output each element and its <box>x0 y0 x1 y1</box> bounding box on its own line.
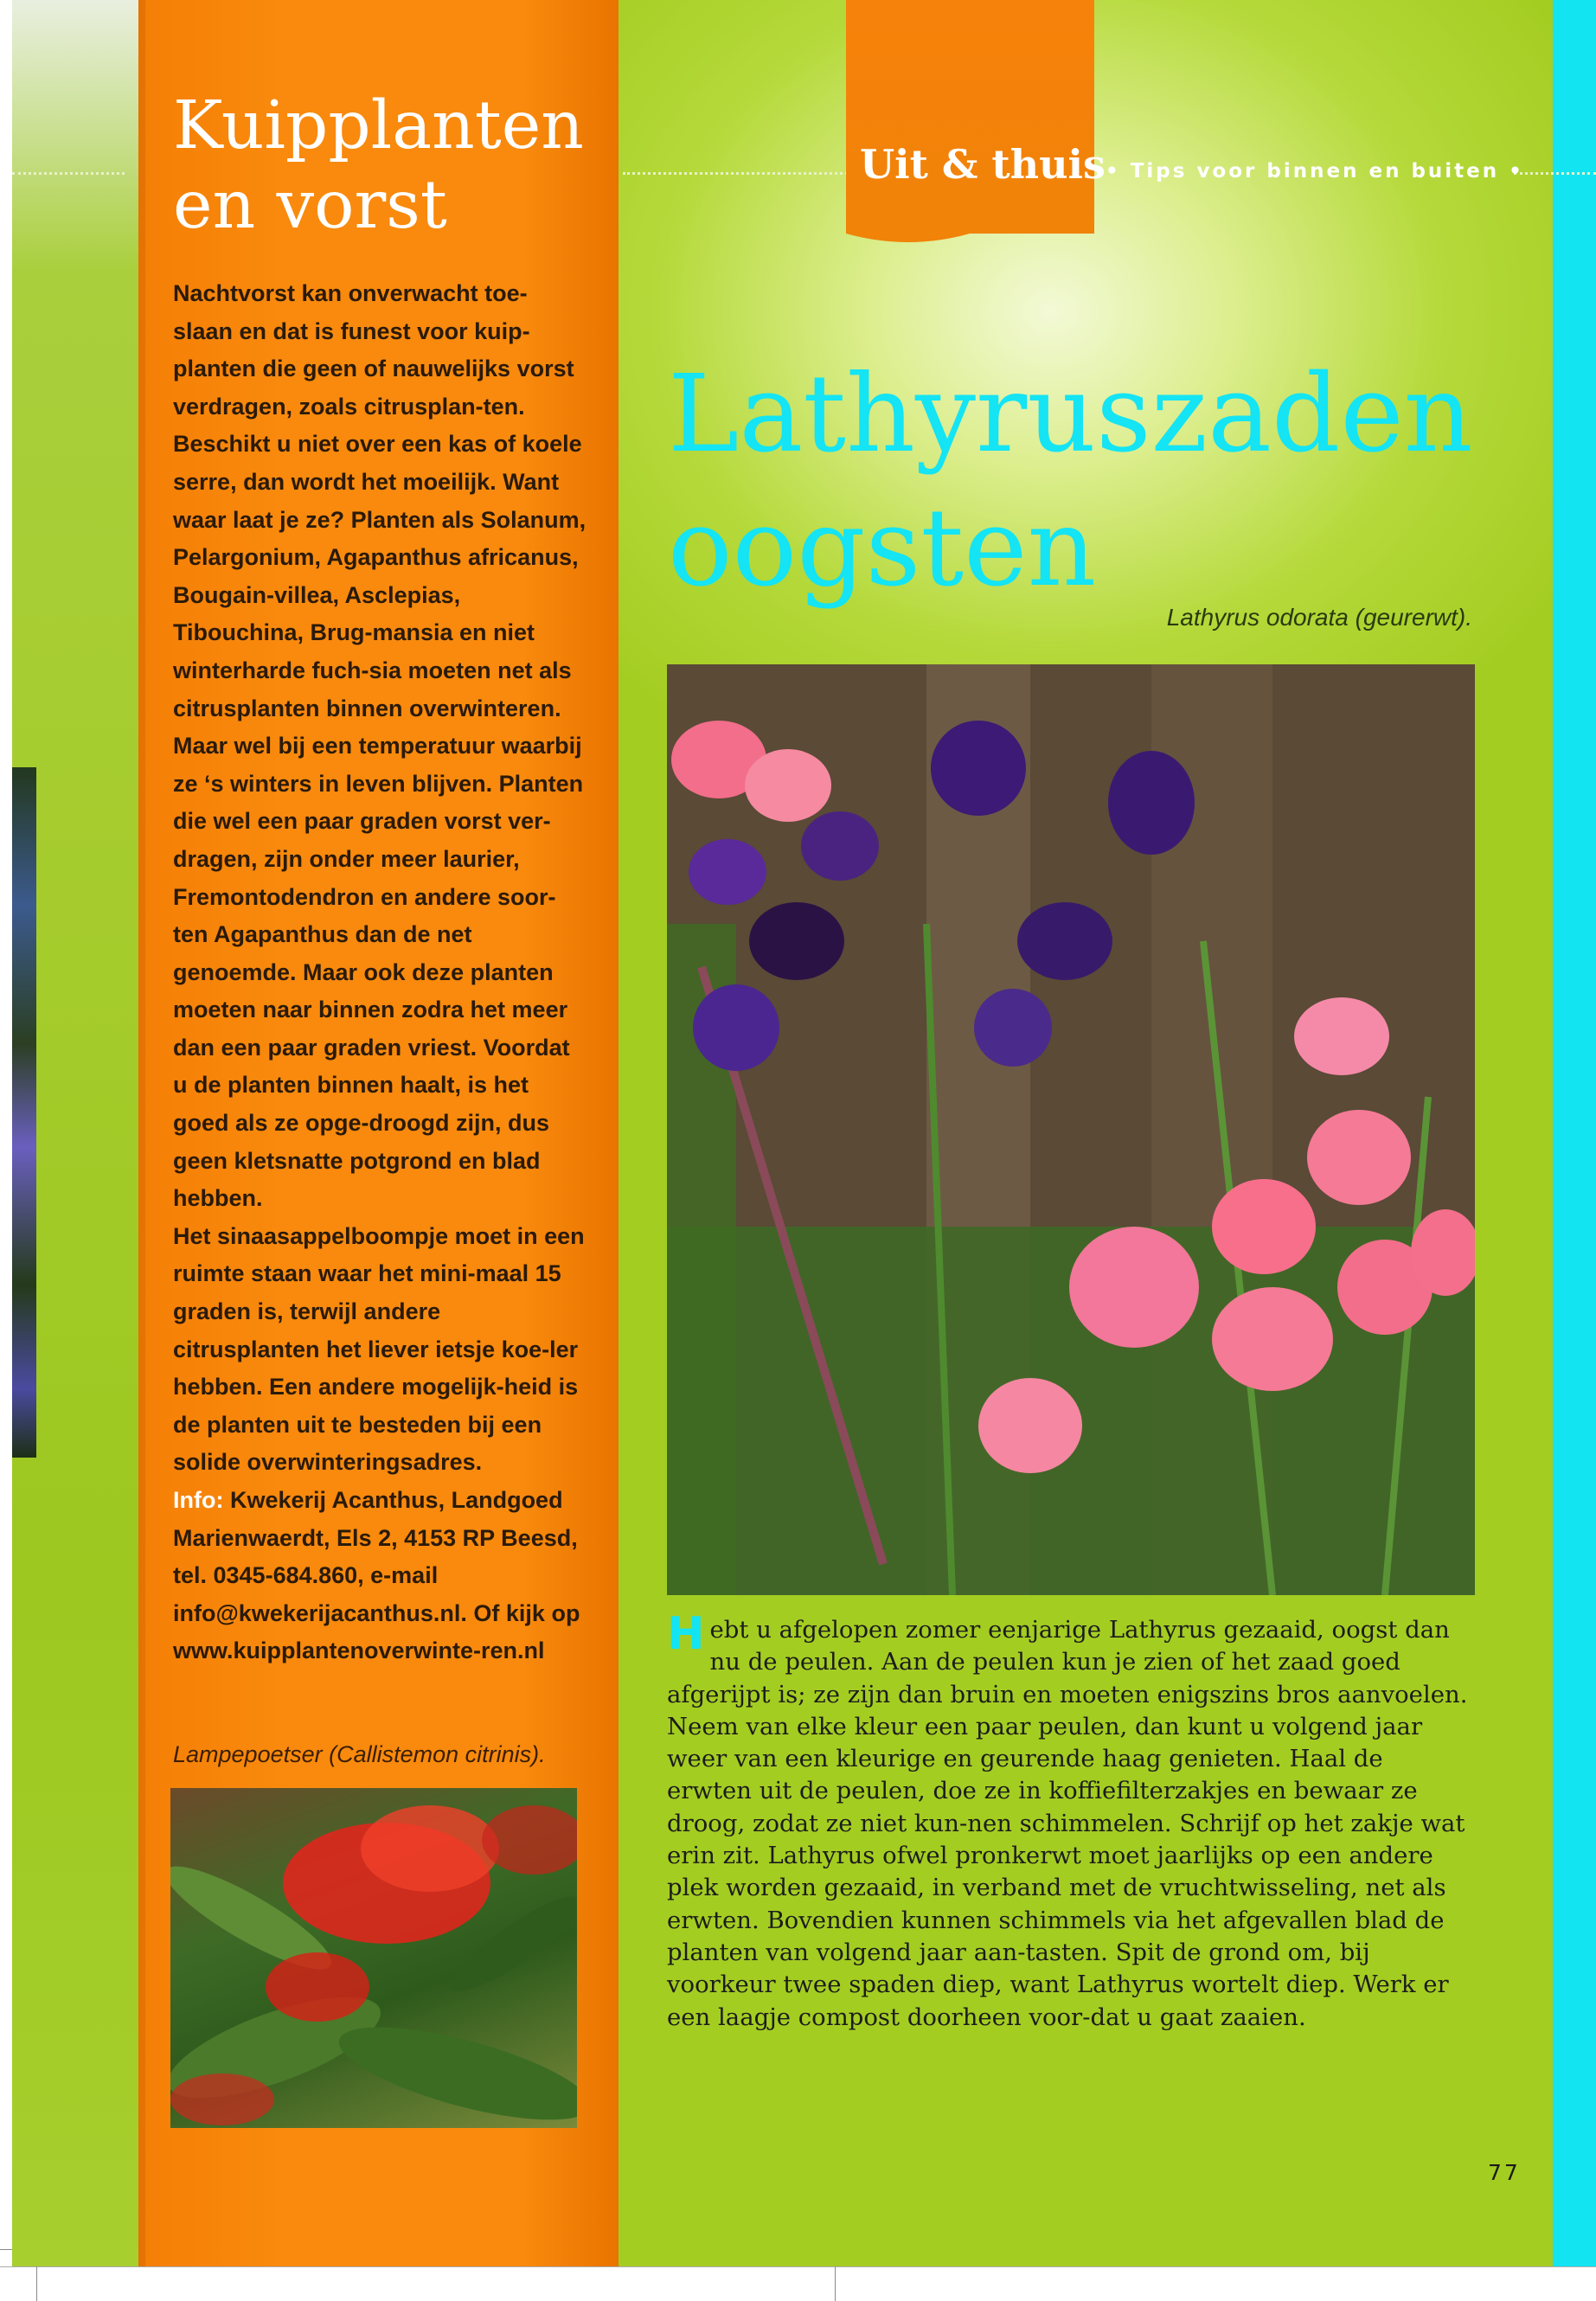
page-number: 77 <box>1488 2160 1521 2185</box>
dotted-rule <box>623 172 848 175</box>
section-tab <box>846 0 1094 234</box>
crop-mark <box>835 2266 836 2301</box>
drop-cap: H <box>667 1608 705 1660</box>
tab-wave <box>846 216 1094 251</box>
section-label: Uit & thuis <box>860 141 1106 188</box>
sidebar-paragraph: Het sinaasappelboompje moet in een ruimte staan waar het mini-maal 15 graden is, terwijl andere citrusplanten het liever ietsje koe-ler hebben. Een andere mogelijk-heid is de planten uit te besteden bij een solide overwinteringsadres. <box>173 1222 585 1476</box>
info-text: Kwekerij Acanthus, Landgoed Marienwaerdt, Els 2, 4153 RP Beesd, tel. 0345-684.860, e-mail info@kwekerijacanthus.nl. Of kijk op www.kuipplantenoverwinte-ren.nl <box>173 1487 580 1664</box>
page-bottom-margin <box>0 2266 1596 2301</box>
dotted-rule <box>1514 172 1596 175</box>
lathyrus-photo <box>667 664 1475 1595</box>
sidebar-paragraph: Nachtvorst kan onverwacht toe-slaan en dat is funest voor kuip-planten die geen of nauwelijks vorst verdragen, zoals citrusplan-ten. Beschikt u niet over een kas of koele serre, dan wordt het moeilijk. Want waar laat je ze? Planten als Solanum, Pelargonium, Agapanthus africanus, Bougain-villea, Asclepias, Tibouchina, Brug-mansia en niet winterharde fuch-sia moeten net als citrusplanten binnen overwinteren. Maar wel bij een temperatuur waarbij ze ‘s winters in leven blijven. Planten die wel een paar graden vorst ver-dragen, zijn onder meer laurier, Fremontodendron en andere soor-ten Agapanthus dan de net genoemde. Maar ook deze planten moeten naar binnen zodra het meer dan een paar graden vriest. Voordat u de planten binnen haalt, is het goed als ze opge-droogd zijn, dus geen kletsnatte potgrond en blad hebben. <box>173 280 586 1212</box>
article-title: Lathyruszaden oogsten <box>668 352 1473 611</box>
callistemon-photo <box>170 1788 577 2128</box>
article-body <box>667 1608 1475 2034</box>
crop-mark <box>0 2249 12 2250</box>
sidebar-photo-caption: Lampepoetser (Callistemon citrinis). <box>173 1741 546 1767</box>
right-cyan-strip <box>1553 0 1596 2266</box>
section-subtitle: • Tips voor binnen en buiten • <box>1106 160 1524 183</box>
sidebar-body <box>173 275 586 1670</box>
article-body-text: ebt u afgelopen zomer eenjarige Lathyrus gezaaid, oogst dan nu de peulen. Aan de peulen kun je zien of het zaad goed afgerijpt is; ze zijn dan bruin en moeten enigszins bros aanvoelen. Neem van elke kleur een paar peulen, dan kunt u volgend jaar weer van een kleurige en geurende haag genieten. Haal de erwten uit de peulen, doe ze in koffiefilterzakjes en bewaar ze droog, zodat ze niet kun-nen schimmelen. Schrijf op het zakje wat erin zit. Lathyrus ofwel pronkerwt moet jaarlijks op een andere plek worden gezaaid, in verband met de vruchtwisseling, net als erwten. Bovendien kunnen schimmels via het afgevallen blad de planten van volgend jaar aan-tasten. Spit de grond om, bij voorkeur twee spaden diep, want Lathyrus wortelt diep. Werk er een laagje compost doorheen voor-dat u gaat zaaien. <box>667 1616 1468 2031</box>
dotted-rule <box>12 172 125 175</box>
article-photo-caption: Lathyrus odorata (geurerwt). <box>1166 604 1472 631</box>
info-label: Info: <box>173 1487 224 1513</box>
sidebar-title: Kuipplanten en vorst <box>173 87 584 244</box>
left-photo-edge <box>12 767 36 1458</box>
callistemon-illustration <box>170 1788 577 2128</box>
crop-mark <box>36 2266 37 2301</box>
lathyrus-illustration <box>667 664 1475 1595</box>
